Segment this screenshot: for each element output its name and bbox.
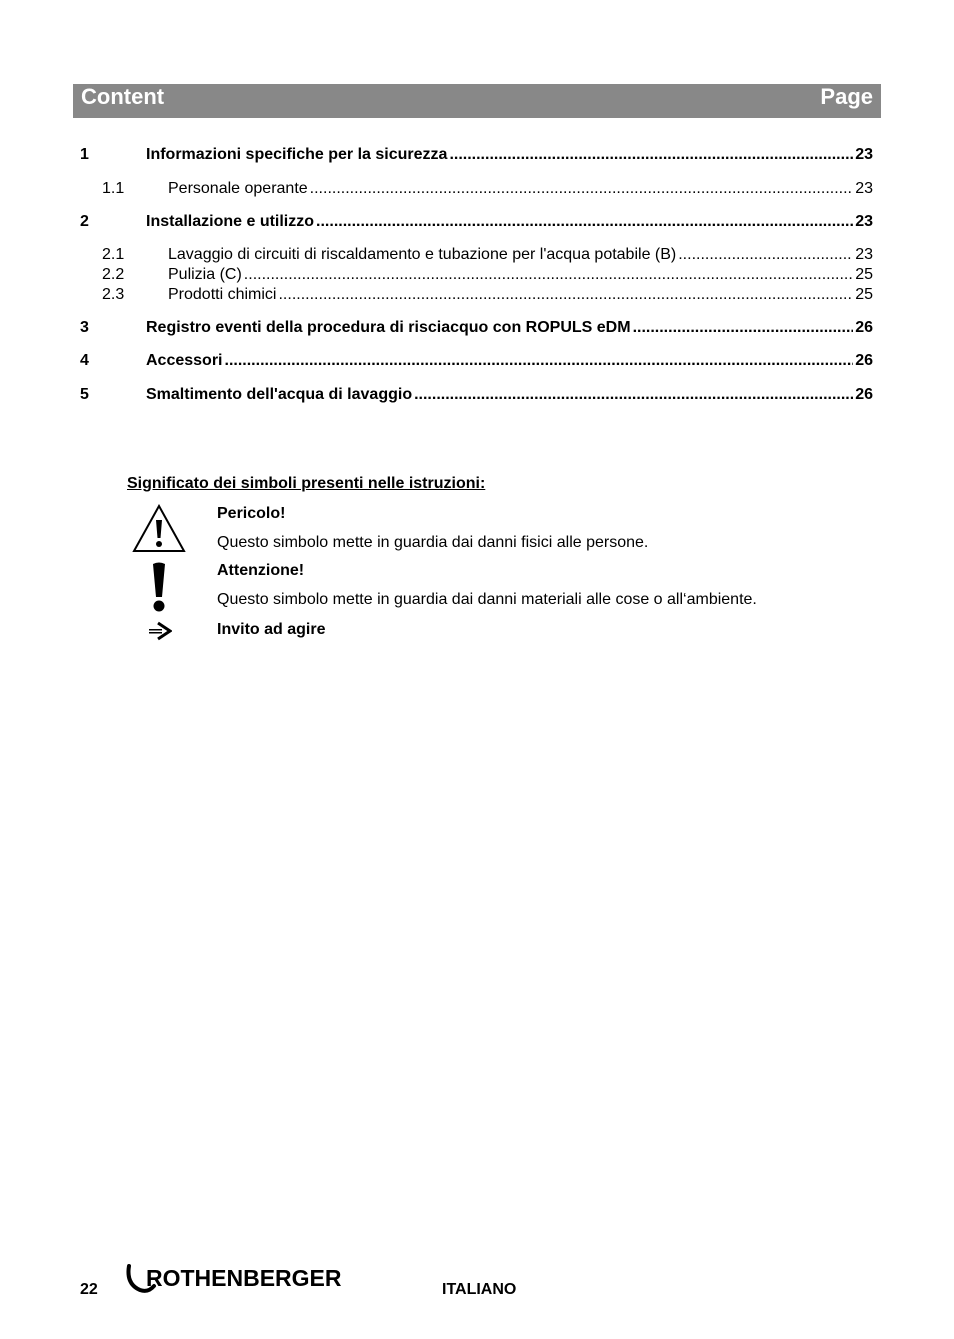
toc-leader — [310, 179, 854, 199]
toc-leader — [316, 212, 853, 232]
toc-number: 4 — [80, 352, 89, 369]
toc-number: 1 — [80, 146, 89, 163]
toc-title: Accessori — [146, 352, 223, 369]
toc-title: Registro eventi della procedura di risciacquo con ROPULS eDM — [146, 319, 631, 336]
header-page-label: Page — [820, 84, 873, 109]
toc-number: 2.1 — [102, 246, 125, 263]
toc-page: 26 — [855, 319, 873, 336]
toc-title: Installazione e utilizzo — [146, 213, 315, 230]
toc-entry-2-3[interactable] — [80, 285, 873, 305]
toc-page: 23 — [855, 213, 873, 230]
symbols-heading: Significato dei simboli presenti nelle istruzioni: — [127, 475, 486, 492]
toc-leader — [244, 265, 853, 285]
arrow-right-icon — [148, 621, 172, 641]
symbol-action-title: Invito ad agire — [217, 621, 326, 638]
page-number: 22 — [80, 1281, 98, 1298]
toc-leader — [414, 385, 853, 405]
toc-number: 1.1 — [102, 180, 125, 197]
footer-language: ITALIANO — [442, 1281, 517, 1298]
toc-number: 2 — [80, 213, 89, 230]
content-header-bar — [73, 84, 881, 118]
rothenberger-logo — [124, 1262, 364, 1298]
toc-entry-4[interactable] — [80, 351, 873, 371]
toc-page: 26 — [855, 352, 873, 369]
toc-leader — [633, 318, 854, 338]
toc-title: Pulizia (C) — [168, 266, 242, 283]
toc-leader — [225, 351, 854, 371]
toc-entry-2-2[interactable] — [80, 265, 873, 285]
toc-number: 2.2 — [102, 266, 125, 283]
toc-entry-1[interactable] — [80, 145, 873, 165]
toc-page: 26 — [855, 386, 873, 403]
toc-number: 2.3 — [102, 286, 125, 303]
symbol-caution-text: Questo simbolo mette in guardia dai danni materiali alle cose o all‘ambiente. — [217, 591, 757, 608]
header-content-label: Content — [81, 84, 165, 109]
toc-title: Informazioni specifiche per la sicurezza — [146, 146, 448, 163]
toc-entry-3[interactable] — [80, 318, 873, 338]
toc-title: Lavaggio di circuiti di riscaldamento e tubazione per l'acqua potabile (B) — [168, 246, 677, 263]
logo-brand-text: ROTHENBERGER — [146, 1265, 342, 1291]
toc-number: 5 — [80, 386, 89, 403]
toc-entry-2[interactable] — [80, 212, 873, 232]
toc-title: Prodotti chimici — [168, 286, 277, 303]
toc-entry-2-1[interactable] — [80, 245, 873, 265]
warning-triangle-icon — [132, 504, 186, 554]
toc-page: 23 — [855, 146, 873, 163]
toc-leader — [678, 245, 853, 265]
toc-page: 23 — [855, 180, 873, 197]
symbol-danger-title: Pericolo! — [217, 505, 286, 522]
toc-title: Smaltimento dell'acqua di lavaggio — [146, 386, 413, 403]
toc-title: Personale operante — [168, 180, 308, 197]
toc-leader — [278, 285, 853, 305]
toc-page: 23 — [855, 246, 873, 263]
symbol-danger-text: Questo simbolo mette in guardia dai danni fisici alle persone. — [217, 534, 649, 551]
toc-number: 3 — [80, 319, 89, 336]
toc-leader — [449, 145, 853, 165]
toc-entry-5[interactable] — [80, 385, 873, 405]
toc-page: 25 — [855, 286, 873, 303]
exclamation-icon — [150, 561, 168, 613]
toc-page: 25 — [855, 266, 873, 283]
symbol-caution-title: Attenzione! — [217, 562, 305, 579]
toc-entry-1-1[interactable] — [80, 179, 873, 199]
